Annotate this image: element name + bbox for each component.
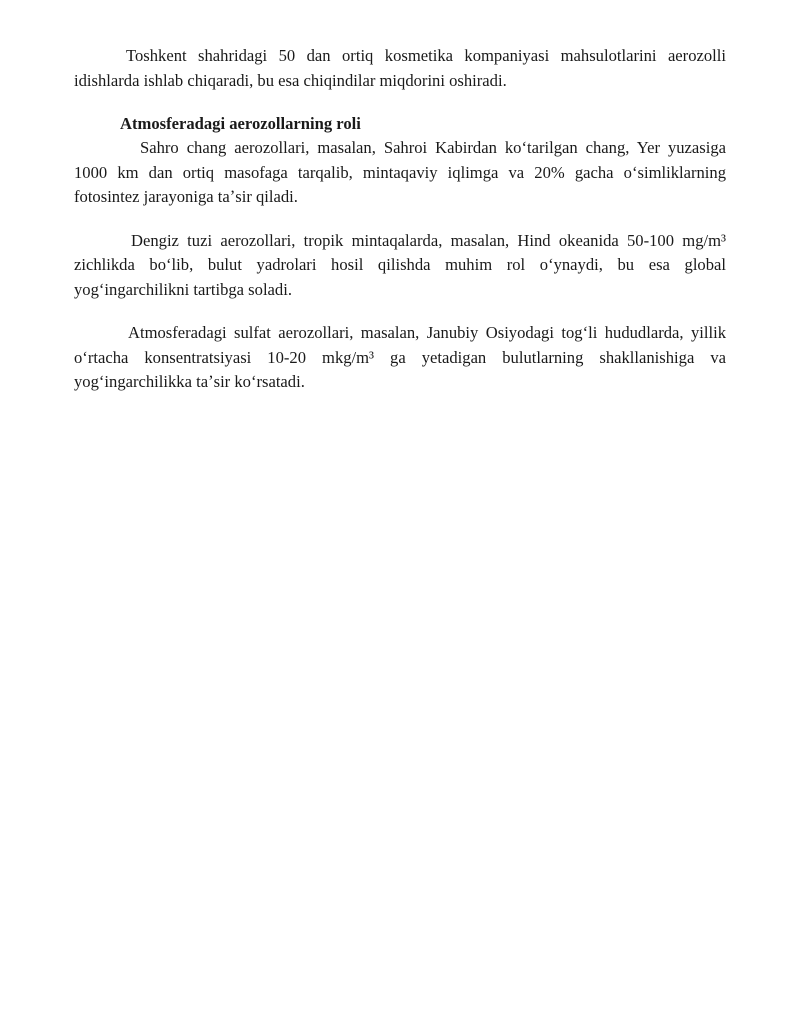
paragraph-sulfate: Atmosferadagi sulfat aerozollari, masalan, Janubiy Osiyodagi togʻli hududlarda, yillik oʻrtacha konsentratsiyasi 10-20 mkg/m³ ga yetadigan bulutlarning shakllanishiga va yogʻingarchilikka taʼsir koʻrsatadi. — [74, 323, 726, 391]
paragraph-intro: Toshkent shahridagi 50 dan ortiq kosmetika kompaniyasi mahsulotlarini aerozolli idishlarda ishlab chiqaradi, bu esa chiqindilar miqdorini oshiradi. — [74, 46, 726, 90]
document-body — [74, 44, 726, 395]
section-heading: Atmosferadagi aerozollarning roli — [120, 114, 361, 133]
paragraph-sea-salt: Dengiz tuzi aerozollari, tropik mintaqalarda, masalan, Hind okeanida 50-100 mg/m³ zichlikda boʻlib, bulut yadrolari hosil qilishda muhim rol oʻynaydi, bu esa global yogʻingarchilikni tartibga soladi. — [74, 230, 726, 299]
paragraph-sahara-dust: Sahro chang aerozollari, masalan, Sahroi Kabirdan koʻtarilgan chang, Yer yuzasiga 1000 km dan ortiq masofaga tarqalib, mintaqaviy iqlimga va 20% gacha oʻsimliklarning fotosintez jarayoniga taʼsir qiladi. — [74, 138, 726, 206]
